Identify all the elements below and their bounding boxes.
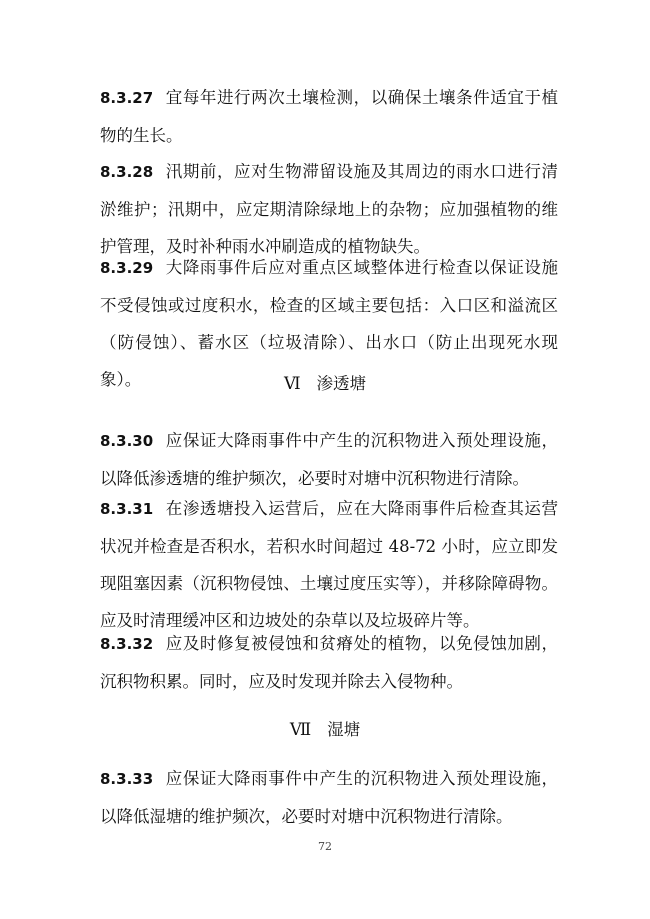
page-number: 72 xyxy=(318,840,332,853)
clause-number: 8.3.27 xyxy=(100,89,154,107)
clause-number: 8.3.33 xyxy=(100,770,154,788)
clause-8-3-27 xyxy=(100,79,558,154)
clause-8-3-31 xyxy=(100,490,558,639)
clause-number: 8.3.30 xyxy=(100,432,154,450)
clause-text: 应保证大降雨事件中产生的沉积物进入预处理设施，以降低湿塘的维护频次，必要时对塘中沉积物进行清除。 xyxy=(100,769,558,826)
section-numeral: Ⅵ xyxy=(283,374,301,393)
clause-number: 8.3.31 xyxy=(100,500,154,518)
clause-text: 大降雨事件后应对重点区域整体进行检查以保证设施不受侵蚀或过度积水，检查的区域主要包括：入口区和溢流区（防侵蚀）、蓄水区（垃圾清除）、出水口（防止出现死水现象）。 xyxy=(100,258,558,389)
clause-8-3-32 xyxy=(100,625,558,700)
section-heading-wet-pond xyxy=(0,711,650,748)
clause-text: 宜每年进行两次土壤检测，以确保土壤条件适宜于植物的生长。 xyxy=(100,88,558,145)
clause-number: 8.3.28 xyxy=(100,163,154,181)
section-heading-infiltration-pond xyxy=(0,365,650,402)
clause-text: 在渗透塘投入运营后，应在大降雨事件后检查其运营状况并检查是否积水，若积水时间超过 48-72 小时，应立即发现阻塞因素（沉积物侵蚀、土壤过度压实等），并移除障碍物。应及时清理缓冲区和边坡处的杂草以及垃圾碎片等。 xyxy=(100,499,558,630)
clause-text: 应及时修复被侵蚀和贫瘠处的植物，以免侵蚀加剧，沉积物积累。同时，应及时发现并除去入侵物种。 xyxy=(100,634,558,691)
section-title: 渗透塘 xyxy=(316,374,367,393)
section-title: 湿塘 xyxy=(327,720,361,739)
clause-number: 8.3.32 xyxy=(100,635,154,653)
clause-8-3-30 xyxy=(100,422,558,497)
clause-text: 汛期前，应对生物滞留设施及其周边的雨水口进行清淤维护；汛期中，应定期清除绿地上的杂物；应加强植物的维护管理，及时补种雨水冲刷造成的植物缺失。 xyxy=(100,162,558,256)
clause-8-3-33 xyxy=(100,760,558,835)
clause-number: 8.3.29 xyxy=(100,259,154,277)
clause-text: 应保证大降雨事件中产生的沉积物进入预处理设施，以降低渗透塘的维护频次，必要时对塘中沉积物进行清除。 xyxy=(100,431,558,488)
section-numeral: Ⅶ xyxy=(289,720,312,739)
